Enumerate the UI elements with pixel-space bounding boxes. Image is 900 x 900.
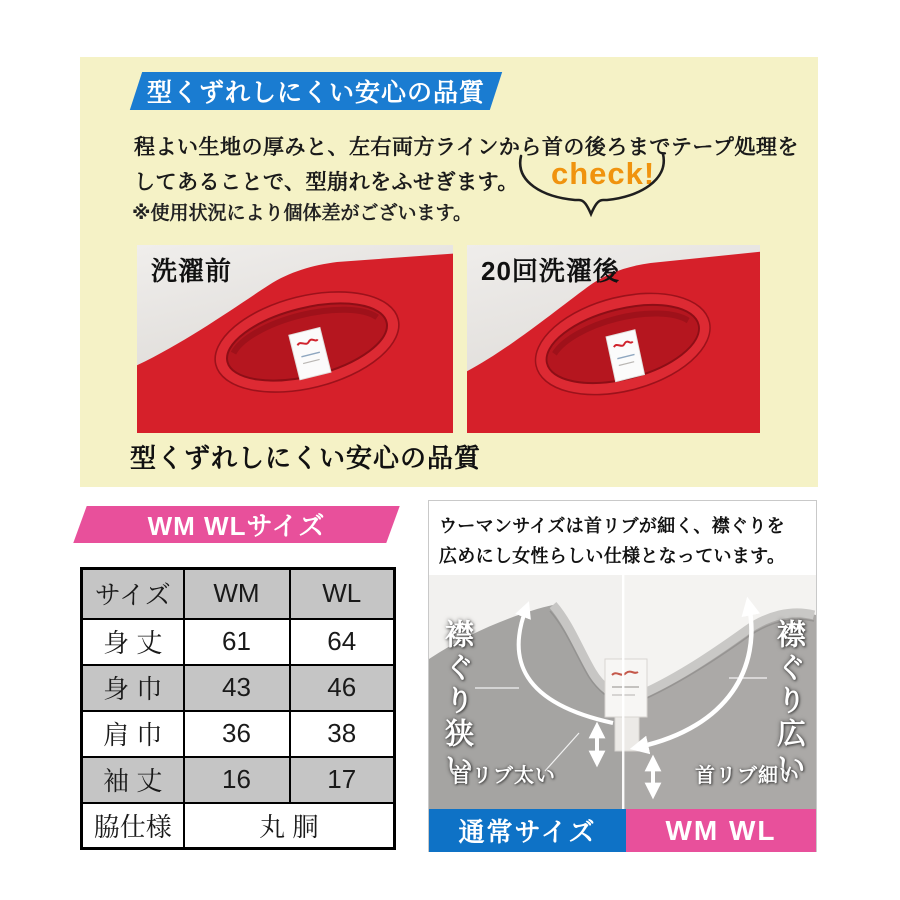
row-wm-value: 16 — [184, 757, 290, 803]
row-label: 脇仕様 — [82, 803, 184, 849]
tag-normal-size: 通常サイズ — [429, 809, 626, 852]
row-label: 袖 丈 — [82, 757, 184, 803]
row-wl-value: 64 — [290, 619, 395, 665]
size-table — [80, 567, 396, 850]
size-banner-label: WM WLサイズ — [147, 511, 326, 541]
row-wl-value: 46 — [290, 665, 395, 711]
photo-before-washing — [137, 245, 453, 433]
row-wl-value: 17 — [290, 757, 395, 803]
size-table-header-wm: WM — [184, 569, 290, 619]
collar-comparison-image — [429, 575, 816, 852]
size-table-header-row — [82, 569, 395, 619]
table-row-side-spec — [82, 803, 395, 849]
row-label: 身 巾 — [82, 665, 184, 711]
row-label: 肩 巾 — [82, 711, 184, 757]
table-row-body-width — [82, 665, 395, 711]
row-wm-value: 43 — [184, 665, 290, 711]
quality-note: ※使用状況により個体差がございます。 — [132, 203, 472, 224]
row-wm-value: 61 — [184, 619, 290, 665]
quality-body-line2: してあることで、型崩れをふせぎます。 — [134, 171, 519, 194]
spec-value: 丸 胴 — [184, 803, 395, 849]
size-banner — [80, 506, 393, 543]
quality-section — [80, 57, 818, 487]
table-row-sleeve-length — [82, 757, 395, 803]
quality-body-line1: 程よい生地の厚みと、左右両方ラインから首の後ろまでテープ処理を — [134, 136, 799, 159]
photo-after-washing — [467, 245, 760, 433]
row-label: 身 丈 — [82, 619, 184, 665]
quality-banner — [136, 72, 496, 110]
table-row-body-length — [82, 619, 395, 665]
photo-before-label: 洗濯前 — [151, 256, 233, 286]
collar-wide-note: 襟ぐり広い — [773, 619, 805, 784]
quality-caption: 型くずれしにくい安心の品質 — [130, 443, 482, 473]
row-wl-value: 38 — [290, 711, 395, 757]
rib-thick-note: 首リブ太い — [451, 765, 556, 787]
quality-banner-label: 型くずれしにくい安心の品質 — [146, 79, 485, 107]
size-table-header-size: サイズ — [82, 569, 184, 619]
check-brace-icon — [513, 150, 675, 222]
woman-desc-line1: ウーマンサイズは首リブが細く、襟ぐりを — [439, 516, 785, 536]
table-row-shoulder-width — [82, 711, 395, 757]
rib-thin-note: 首リブ細い — [695, 765, 800, 787]
collar-narrow-note: 襟ぐり狭い — [441, 619, 473, 784]
photo-after-label: 20回洗濯後 — [481, 256, 620, 286]
size-table-header-wl: WL — [290, 569, 395, 619]
check-label: check! — [551, 156, 656, 191]
woman-desc-line2: 広めにし女性らしい仕様となっています。 — [439, 546, 786, 566]
tag-wm-wl: WM WL — [626, 809, 816, 852]
woman-size-panel — [428, 500, 817, 852]
row-wm-value: 36 — [184, 711, 290, 757]
